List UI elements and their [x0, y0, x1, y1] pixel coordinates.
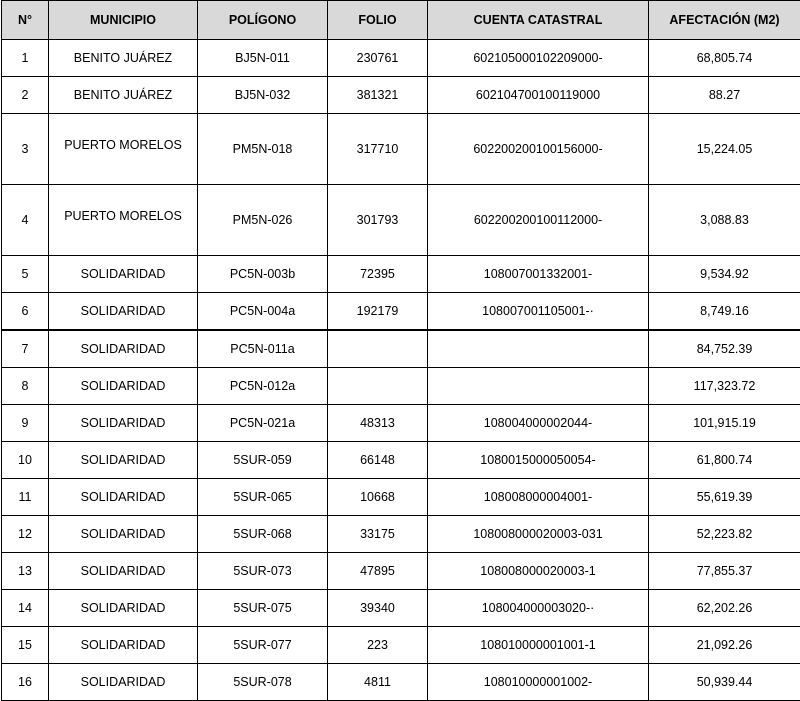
row-afectacion: 52,223.82	[649, 516, 800, 553]
header-municipio: MUNICIPIO	[49, 1, 198, 40]
row-municipio: SOLIDARIDAD	[49, 664, 198, 701]
row-afectacion: 88.27	[649, 77, 800, 114]
row-folio: 230761	[328, 40, 428, 77]
row-afectacion: 61,800.74	[649, 442, 800, 479]
row-municipio: SOLIDARIDAD	[49, 256, 198, 293]
table-row	[2, 40, 800, 77]
header-number: N°	[2, 1, 49, 40]
row-afectacion: 117,323.72	[649, 368, 800, 405]
row-folio	[328, 330, 428, 368]
row-municipio: BENITO JUÁREZ	[49, 40, 198, 77]
row-number: 6	[2, 293, 49, 331]
row-municipio: SOLIDARIDAD	[49, 405, 198, 442]
row-municipio: SOLIDARIDAD	[49, 293, 198, 331]
row-poligono: 5SUR-077	[198, 627, 328, 664]
table-body	[2, 40, 800, 701]
row-number: 2	[2, 77, 49, 114]
row-poligono: 5SUR-073	[198, 553, 328, 590]
row-number: 9	[2, 405, 49, 442]
header-afectacion: AFECTACIÓN (M2)	[649, 1, 800, 40]
row-afectacion: 8,749.16	[649, 293, 800, 331]
row-poligono: 5SUR-078	[198, 664, 328, 701]
row-afectacion: 84,752.39	[649, 330, 800, 368]
row-folio: 72395	[328, 256, 428, 293]
row-number: 15	[2, 627, 49, 664]
row-cuenta-catastral: 602200200100156000-	[428, 114, 649, 185]
table-row	[2, 442, 800, 479]
table-row	[2, 185, 800, 256]
row-cuenta-catastral: 108008000004001-	[428, 479, 649, 516]
row-cuenta-catastral: 108010000001002-	[428, 664, 649, 701]
row-folio: 4811	[328, 664, 428, 701]
row-number: 12	[2, 516, 49, 553]
row-poligono: 5SUR-075	[198, 590, 328, 627]
row-municipio: SOLIDARIDAD	[49, 479, 198, 516]
row-afectacion: 9,534.92	[649, 256, 800, 293]
row-cuenta-catastral: 108004000002044-	[428, 405, 649, 442]
row-poligono: 5SUR-065	[198, 479, 328, 516]
row-cuenta-catastral: 602104700100119000	[428, 77, 649, 114]
row-municipio: SOLIDARIDAD	[49, 368, 198, 405]
row-poligono: BJ5N-011	[198, 40, 328, 77]
row-afectacion: 77,855.37	[649, 553, 800, 590]
row-folio: 301793	[328, 185, 428, 256]
row-poligono: PC5N-004a	[198, 293, 328, 331]
row-number: 14	[2, 590, 49, 627]
row-cuenta-catastral	[428, 368, 649, 405]
row-number: 10	[2, 442, 49, 479]
row-afectacion: 15,224.05	[649, 114, 800, 185]
row-poligono: PC5N-012a	[198, 368, 328, 405]
affectation-table	[1, 0, 800, 701]
row-municipio: SOLIDARIDAD	[49, 590, 198, 627]
row-cuenta-catastral: 108010000001001-1	[428, 627, 649, 664]
row-afectacion: 68,805.74	[649, 40, 800, 77]
row-folio: 48313	[328, 405, 428, 442]
table-row	[2, 330, 800, 368]
row-municipio: SOLIDARIDAD	[49, 553, 198, 590]
row-folio: 192179	[328, 293, 428, 331]
table-row	[2, 293, 800, 331]
row-poligono: 5SUR-068	[198, 516, 328, 553]
row-afectacion: 50,939.44	[649, 664, 800, 701]
row-municipio: PUERTO MORELOS	[49, 185, 198, 256]
row-afectacion: 3,088.83	[649, 185, 800, 256]
table-row	[2, 664, 800, 701]
row-poligono: PC5N-021a	[198, 405, 328, 442]
row-cuenta-catastral: 602200200100112000-	[428, 185, 649, 256]
row-number: 1	[2, 40, 49, 77]
row-number: 7	[2, 330, 49, 368]
table-row	[2, 368, 800, 405]
row-afectacion: 21,092.26	[649, 627, 800, 664]
row-poligono: PM5N-026	[198, 185, 328, 256]
row-poligono: PC5N-003b	[198, 256, 328, 293]
row-municipio: SOLIDARIDAD	[49, 330, 198, 368]
row-folio: 39340	[328, 590, 428, 627]
row-number: 4	[2, 185, 49, 256]
row-cuenta-catastral: 108008000020003-1	[428, 553, 649, 590]
row-number: 5	[2, 256, 49, 293]
row-cuenta-catastral: 108008000020003-031	[428, 516, 649, 553]
row-folio: 10668	[328, 479, 428, 516]
row-cuenta-catastral	[428, 330, 649, 368]
row-poligono: PM5N-018	[198, 114, 328, 185]
row-municipio: SOLIDARIDAD	[49, 442, 198, 479]
row-municipio: PUERTO MORELOS	[49, 114, 198, 185]
table-row	[2, 114, 800, 185]
row-municipio: SOLIDARIDAD	[49, 627, 198, 664]
header-cuenta-catastral: CUENTA CATASTRAL	[428, 1, 649, 40]
row-folio: 47895	[328, 553, 428, 590]
table-row	[2, 77, 800, 114]
table-row	[2, 627, 800, 664]
row-number: 16	[2, 664, 49, 701]
row-folio: 66148	[328, 442, 428, 479]
row-cuenta-catastral: 1080015000050054-	[428, 442, 649, 479]
row-cuenta-catastral: 108004000003020-·	[428, 590, 649, 627]
table-row	[2, 405, 800, 442]
row-afectacion: 55,619.39	[649, 479, 800, 516]
row-poligono: PC5N-011a	[198, 330, 328, 368]
row-afectacion: 62,202.26	[649, 590, 800, 627]
row-number: 8	[2, 368, 49, 405]
row-folio: 223	[328, 627, 428, 664]
row-number: 11	[2, 479, 49, 516]
row-cuenta-catastral: 602105000102209000-	[428, 40, 649, 77]
row-number: 13	[2, 553, 49, 590]
row-folio: 317710	[328, 114, 428, 185]
row-number: 3	[2, 114, 49, 185]
row-folio	[328, 368, 428, 405]
row-afectacion: 101,915.19	[649, 405, 800, 442]
table-row	[2, 516, 800, 553]
table-row	[2, 553, 800, 590]
header-row	[2, 1, 800, 40]
row-folio: 381321	[328, 77, 428, 114]
row-municipio: BENITO JUÁREZ	[49, 77, 198, 114]
header-poligono: POLÍGONO	[198, 1, 328, 40]
header-folio: FOLIO	[328, 1, 428, 40]
row-cuenta-catastral: 108007001105001-·	[428, 293, 649, 331]
row-folio: 33175	[328, 516, 428, 553]
row-cuenta-catastral: 108007001332001-	[428, 256, 649, 293]
row-municipio: SOLIDARIDAD	[49, 516, 198, 553]
table-row	[2, 256, 800, 293]
table-row	[2, 590, 800, 627]
row-poligono: 5SUR-059	[198, 442, 328, 479]
row-poligono: BJ5N-032	[198, 77, 328, 114]
table-row	[2, 479, 800, 516]
